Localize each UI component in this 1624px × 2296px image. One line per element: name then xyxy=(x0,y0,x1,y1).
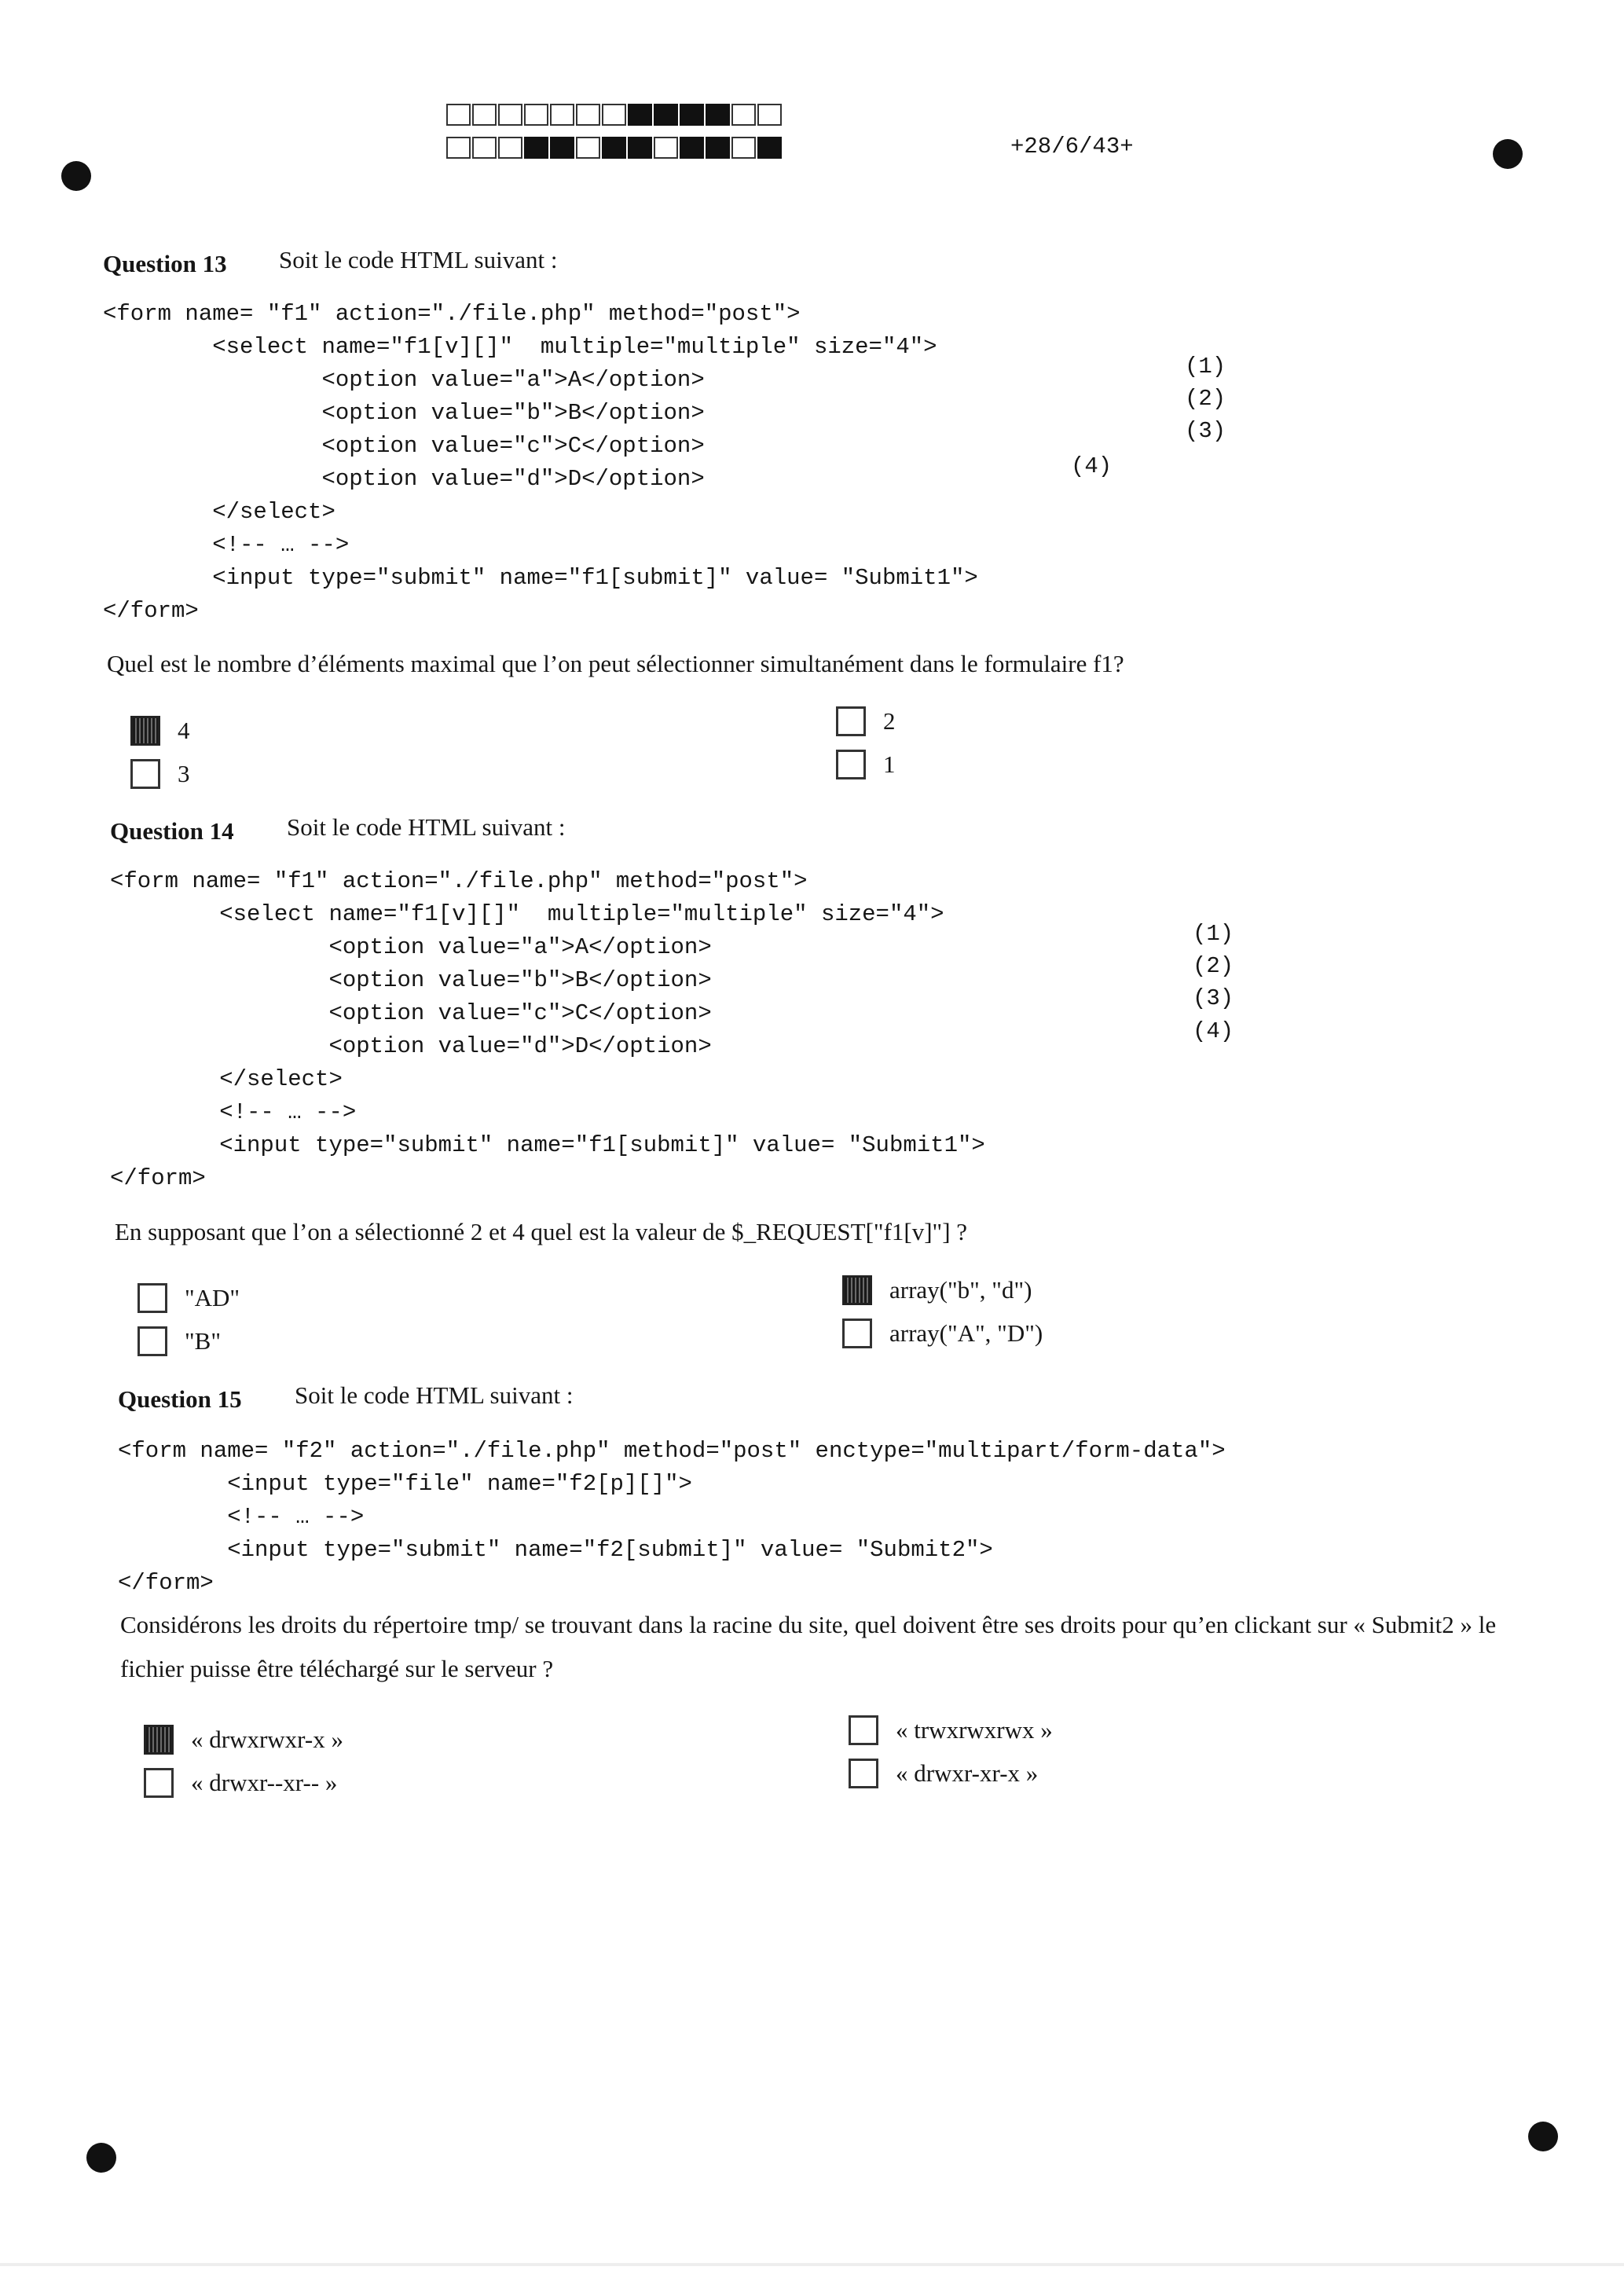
code-line: <input type="file" name="f2[p][]"> xyxy=(118,1471,692,1497)
barcode-cell xyxy=(498,104,522,126)
code-line: </select> xyxy=(103,499,335,525)
barcode-cell xyxy=(731,137,756,159)
question-14-intro: Soit le code HTML suivant : xyxy=(287,813,566,841)
code-line: <form name= "f1" action="./file.php" method="post"> xyxy=(110,868,808,894)
choice-label: 4 xyxy=(178,717,190,744)
code-line: <option value="b">B</option> xyxy=(103,400,705,426)
registration-dot-bottom-right xyxy=(1528,2122,1558,2151)
barcode-cell xyxy=(757,137,782,159)
scan-edge-line xyxy=(0,2263,1624,2266)
code-line: <form name= "f1" action="./file.php" method="post"> xyxy=(103,301,801,327)
code-line: <!-- … --> xyxy=(103,532,350,558)
q15-choice-drwxr--xr--[interactable] xyxy=(144,1766,337,1800)
checkbox[interactable] xyxy=(849,1715,878,1745)
barcode-cell xyxy=(498,137,522,159)
code-line: <option value="d">D</option> xyxy=(110,1033,712,1059)
barcode-cell xyxy=(446,137,471,159)
q14-choice-array-A-D[interactable] xyxy=(842,1316,1043,1351)
checkbox[interactable] xyxy=(130,759,160,789)
code-line: <!-- … --> xyxy=(118,1504,365,1530)
question-15-intro: Soit le code HTML suivant : xyxy=(295,1381,574,1409)
checkbox[interactable] xyxy=(144,1768,174,1798)
q13-choice-2[interactable] xyxy=(836,704,896,739)
barcode-cell xyxy=(680,137,704,159)
choice-label: 2 xyxy=(883,707,896,735)
checkbox[interactable] xyxy=(137,1326,167,1356)
annotation-2: (2) xyxy=(1185,386,1226,412)
code-line: </select> xyxy=(110,1066,343,1092)
code-line: <input type="submit" name="f1[submit]" value= "Submit1"> xyxy=(110,1132,985,1158)
checkbox[interactable] xyxy=(137,1283,167,1313)
code-line: <!-- … --> xyxy=(110,1099,357,1125)
annotation-1: (1) xyxy=(1185,354,1226,380)
choice-label: « trwxrwxrwx » xyxy=(896,1716,1053,1744)
checkbox[interactable] xyxy=(842,1275,872,1305)
code-line: <option value="c">C</option> xyxy=(110,1000,712,1026)
q13-choice-3[interactable] xyxy=(130,757,190,791)
annotation-4: (4) xyxy=(1193,1018,1234,1044)
barcode-row-top xyxy=(446,104,783,126)
code-line: </form> xyxy=(110,1165,206,1191)
choice-label: array("A", "D") xyxy=(889,1319,1043,1347)
code-line: </form> xyxy=(103,598,199,624)
barcode-cell xyxy=(524,104,548,126)
code-line: <option value="a">A</option> xyxy=(103,367,705,393)
barcode-cell xyxy=(731,104,756,126)
code-line: <input type="submit" name="f2[submit]" value= "Submit2"> xyxy=(118,1537,993,1563)
barcode-cell xyxy=(654,137,678,159)
q14-choice-array-b-d[interactable] xyxy=(842,1273,1032,1308)
choice-label: "B" xyxy=(185,1327,221,1355)
barcode-cell xyxy=(550,137,574,159)
barcode-cell xyxy=(524,137,548,159)
annotation-1: (1) xyxy=(1193,921,1234,947)
choice-label: "AD" xyxy=(185,1284,240,1311)
page-code: +28/6/43+ xyxy=(1010,134,1134,160)
q14-choice-AD[interactable] xyxy=(137,1281,240,1315)
registration-dot-top-left xyxy=(61,161,91,191)
q13-choice-4[interactable] xyxy=(130,713,190,748)
question-13-label: Question 13 xyxy=(103,250,227,277)
checkbox[interactable] xyxy=(842,1319,872,1348)
code-line: <input type="submit" name="f1[submit]" value= "Submit1"> xyxy=(103,565,978,591)
code-line: <option value="a">A</option> xyxy=(110,934,712,960)
barcode-cell xyxy=(680,104,704,126)
registration-dot-bottom-left xyxy=(86,2143,116,2173)
q14-choice-B[interactable] xyxy=(137,1324,221,1359)
annotation-2: (2) xyxy=(1193,953,1234,979)
annotation-3: (3) xyxy=(1185,418,1226,444)
choice-label: « drwxr-xr-x » xyxy=(896,1759,1039,1787)
question-15-label: Question 15 xyxy=(118,1385,242,1413)
barcode-cell xyxy=(628,104,652,126)
barcode-cell xyxy=(446,104,471,126)
question-14-code-block xyxy=(110,865,985,1195)
choice-label: « drwxrwxr-x » xyxy=(191,1726,343,1753)
question-13-code-block xyxy=(103,298,978,628)
barcode-cell xyxy=(602,137,626,159)
q15-choice-drwxrwxr-x[interactable] xyxy=(144,1722,343,1757)
checkbox[interactable] xyxy=(849,1759,878,1788)
choice-label: « drwxr--xr-- » xyxy=(191,1769,338,1796)
code-line: <option value="d">D</option> xyxy=(103,466,705,492)
checkbox[interactable] xyxy=(836,706,866,736)
barcode-cell xyxy=(602,104,626,126)
barcode-cell xyxy=(576,104,600,126)
question-13-intro: Soit le code HTML suivant : xyxy=(279,246,558,273)
checkbox[interactable] xyxy=(836,750,866,779)
code-line: <option value="b">B</option> xyxy=(110,967,712,993)
barcode-cell xyxy=(576,137,600,159)
question-15-code-block xyxy=(118,1435,1226,1600)
barcode-cell xyxy=(706,104,730,126)
code-line: <form name= "f2" action="./file.php" method="post" enctype="multipart/form-data"> xyxy=(118,1438,1226,1464)
choice-label: 3 xyxy=(178,760,190,787)
annotation-4: (4) xyxy=(1071,453,1113,479)
code-line: </form> xyxy=(118,1570,214,1596)
registration-dot-top-right xyxy=(1493,139,1523,169)
code-line: <select name="f1[v][]" multiple="multiple" size="4"> xyxy=(103,334,937,360)
question-14-prompt: En supposant que l’on a sélectionné 2 et 4 quel est la valeur de $_REQUEST["f1[v]"] ? xyxy=(115,1218,968,1245)
barcode-cell xyxy=(472,137,497,159)
barcode-cell xyxy=(550,104,574,126)
checkbox[interactable] xyxy=(144,1725,174,1755)
question-14-label: Question 14 xyxy=(110,817,234,845)
question-13-prompt: Quel est le nombre d’éléments maximal que l’on peut sélectionner simultanément dans le formulaire f1? xyxy=(107,650,1124,677)
barcode-cell xyxy=(654,104,678,126)
barcode-cell xyxy=(757,104,782,126)
barcode-row-bottom xyxy=(446,137,783,159)
choice-label: 1 xyxy=(883,750,896,778)
code-line: <select name="f1[v][]" multiple="multiple" size="4"> xyxy=(110,901,944,927)
q15-choice-trwxrwxrwx[interactable] xyxy=(849,1713,1053,1748)
question-15-prompt: Considérons les droits du répertoire tmp/ se trouvant dans la racine du site, quel doivent être ses droits pour qu’en clickant sur « Submit2 » le fichier puisse être téléchargé sur le serveur ? xyxy=(120,1611,1497,1682)
barcode-cell xyxy=(472,104,497,126)
q15-choice-drwxr-xr-x[interactable] xyxy=(849,1756,1038,1791)
barcode-cell xyxy=(706,137,730,159)
code-line: <option value="c">C</option> xyxy=(103,433,705,459)
choice-label: array("b", "d") xyxy=(889,1276,1032,1304)
q13-choice-1[interactable] xyxy=(836,747,896,782)
barcode-cell xyxy=(628,137,652,159)
annotation-3: (3) xyxy=(1193,985,1234,1011)
checkbox[interactable] xyxy=(130,716,160,746)
